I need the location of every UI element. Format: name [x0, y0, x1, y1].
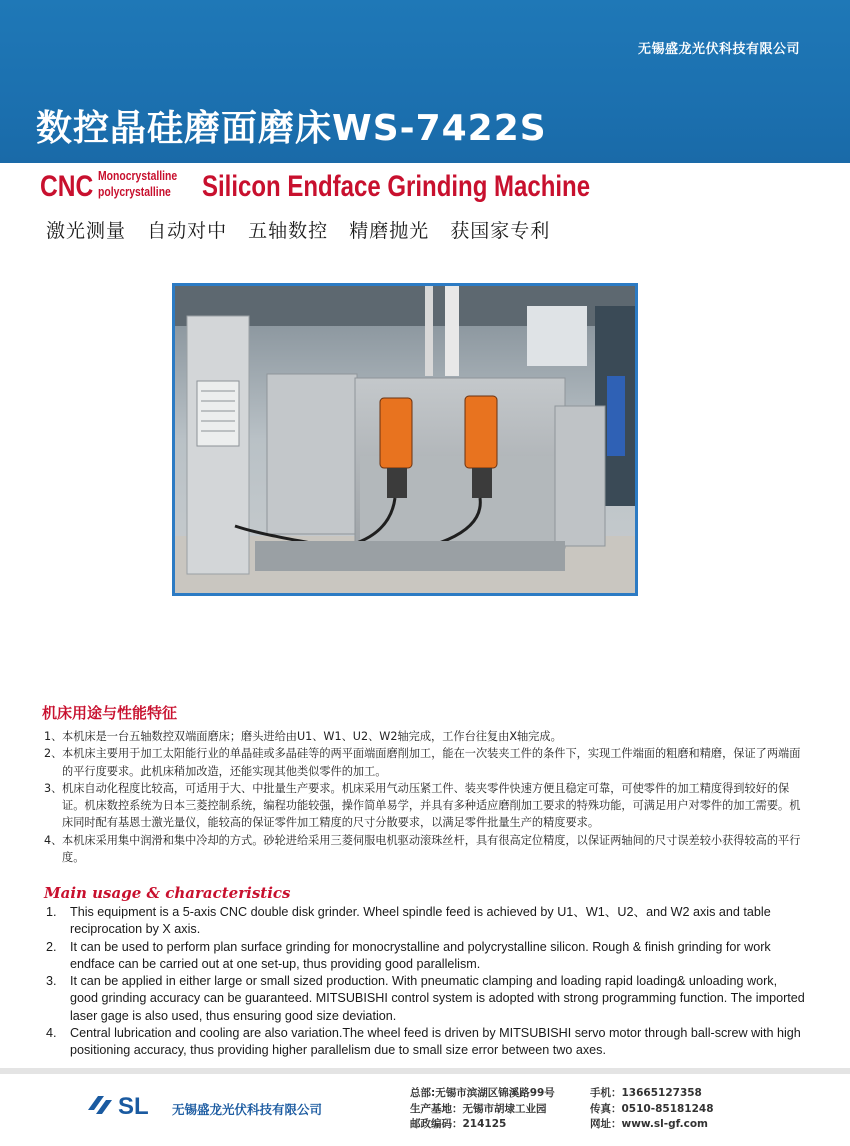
item-text: It can be applied in either large or small sized production. With pneumatic clamping and loading rapid loading& unloading work, good grinding accuracy can be guaranteed. MITSUBISHI control system is adopted with strong programming function. The imported laser gage is also used, thus ensuring good size deviation. [70, 974, 805, 1023]
list-item [46, 904, 806, 939]
list-item [44, 780, 804, 832]
footer-production-base: 生产基地：无锡市胡埭工业园 [410, 1102, 547, 1115]
machine-photo [172, 283, 638, 596]
title-machine-name: Silicon Endface Grinding Machine [202, 170, 591, 203]
item-number: 2. [46, 939, 57, 954]
feature-item: 精磨抛光 [349, 220, 430, 242]
footer-zip: 邮政编码：214125 [410, 1118, 507, 1130]
feature-list [46, 216, 564, 243]
item-number: 3、 [44, 781, 63, 795]
title-cnc: CNC [40, 170, 94, 203]
machine-illustration [175, 286, 635, 593]
item-text: 本机床主要用于加工太阳能行业的单晶硅或多晶硅等的两平面端面磨削加工，能在一次装夹工件的条件下，实现工件端面的粗磨和精磨，保证了两端面的平行度要求。此机床稍加改造，还能实现其他类似零件的加工。 [62, 747, 801, 778]
item-number: 1. [46, 905, 57, 919]
item-number: 3. [46, 974, 57, 989]
list-item [44, 832, 804, 867]
footer-fax: 传真：0510-85181248 [590, 1102, 714, 1115]
footer-hq-address: 总部:无锡市滨湖区锦溪路99号 [410, 1087, 555, 1099]
sl-logo-icon [86, 1090, 166, 1120]
list-item [44, 745, 804, 780]
list-item [46, 939, 806, 974]
footer-contact-block [590, 1086, 714, 1133]
page-title: 数控晶硅磨面磨床WS-7422S [36, 108, 547, 149]
list-item [46, 973, 806, 1025]
logo-text: SL [118, 1093, 149, 1120]
feature-item: 获国家专利 [450, 220, 551, 242]
section-title-en: Main usage & characteristics [44, 884, 291, 902]
item-text: 本机床采用集中润滑和集中冷却的方式。砂轮进给采用三菱伺服电机驱动滚珠丝杆，具有很高定位精度，以保证两轴间的尺寸误差较小获得较高的平行度。 [62, 833, 801, 865]
feature-item: 激光测量 [46, 220, 127, 242]
item-text: 本机床是一台五轴数控双端面磨床；磨头进给由U1、W1、U2、W2轴完成，工作台往复由X轴完成。 [62, 730, 562, 743]
item-number: 1、 [44, 730, 63, 743]
footer-phone: 手机：13665127358 [590, 1087, 702, 1099]
footer-company-name: 无锡盛龙光伏科技有限公司 [172, 1102, 323, 1117]
feature-item: 自动对中 [147, 220, 228, 242]
en-feature-list [46, 904, 806, 1060]
footer-website: 网址：www.sl-gf.com [590, 1118, 709, 1130]
item-number: 2、 [44, 747, 63, 761]
feature-item: 五轴数控 [248, 220, 329, 242]
footer-address-block [410, 1086, 555, 1133]
header-company-name: 无锡盛龙光伏科技有限公司 [637, 42, 800, 57]
section-title-cn: 机床用途与性能特征 [42, 704, 178, 722]
header-banner [0, 0, 850, 163]
title-material-stack [98, 168, 177, 200]
item-text: 机床自动化程度比较高，可适用于大、中批量生产要求。机床采用气动压紧工件、装夹零件快速方便且稳定可靠，可使零件的加工精度得到较好的保证。机床数控系统为日本三菱控制系统，编程功能较强，操作简单易学，并具有多种适应磨削加工要求的特殊功能，可满足用户对零件的加工需要。机床同时配有基恩士激光量仪，能较高的保证零件加工精度的尺寸分散要求，以满足零件批量生产的精度要求。 [62, 781, 801, 830]
cn-feature-list [44, 728, 804, 866]
list-item [44, 728, 804, 745]
item-text: It can be used to perform plan surface grinding for monocrystalline and polycrystalline silicon. Rough & finish grinding for work endface can be carried out at one set-up, thus providing good parallelism. [70, 939, 771, 971]
list-item [46, 1025, 806, 1060]
item-text: This equipment is a 5-axis CNC double disk grinder. Wheel spindle feed is achieved by U1、W1、U2、and W2 axis and table reciprocation by X axis. [70, 905, 771, 937]
item-number: 4、 [44, 833, 63, 847]
title-material-line1: Monocrystalline [98, 168, 178, 183]
item-number: 4. [46, 1026, 57, 1041]
title-material-line2: polycrystalline [98, 184, 171, 199]
footer-divider [0, 1068, 850, 1074]
item-text: Central lubrication and cooling are also variation.The wheel feed is driven by MITSUBISHI servo motor through ball-screw with high positioning accuracy, thus providing higher parallelism due to small size error between two axes. [70, 1026, 801, 1058]
